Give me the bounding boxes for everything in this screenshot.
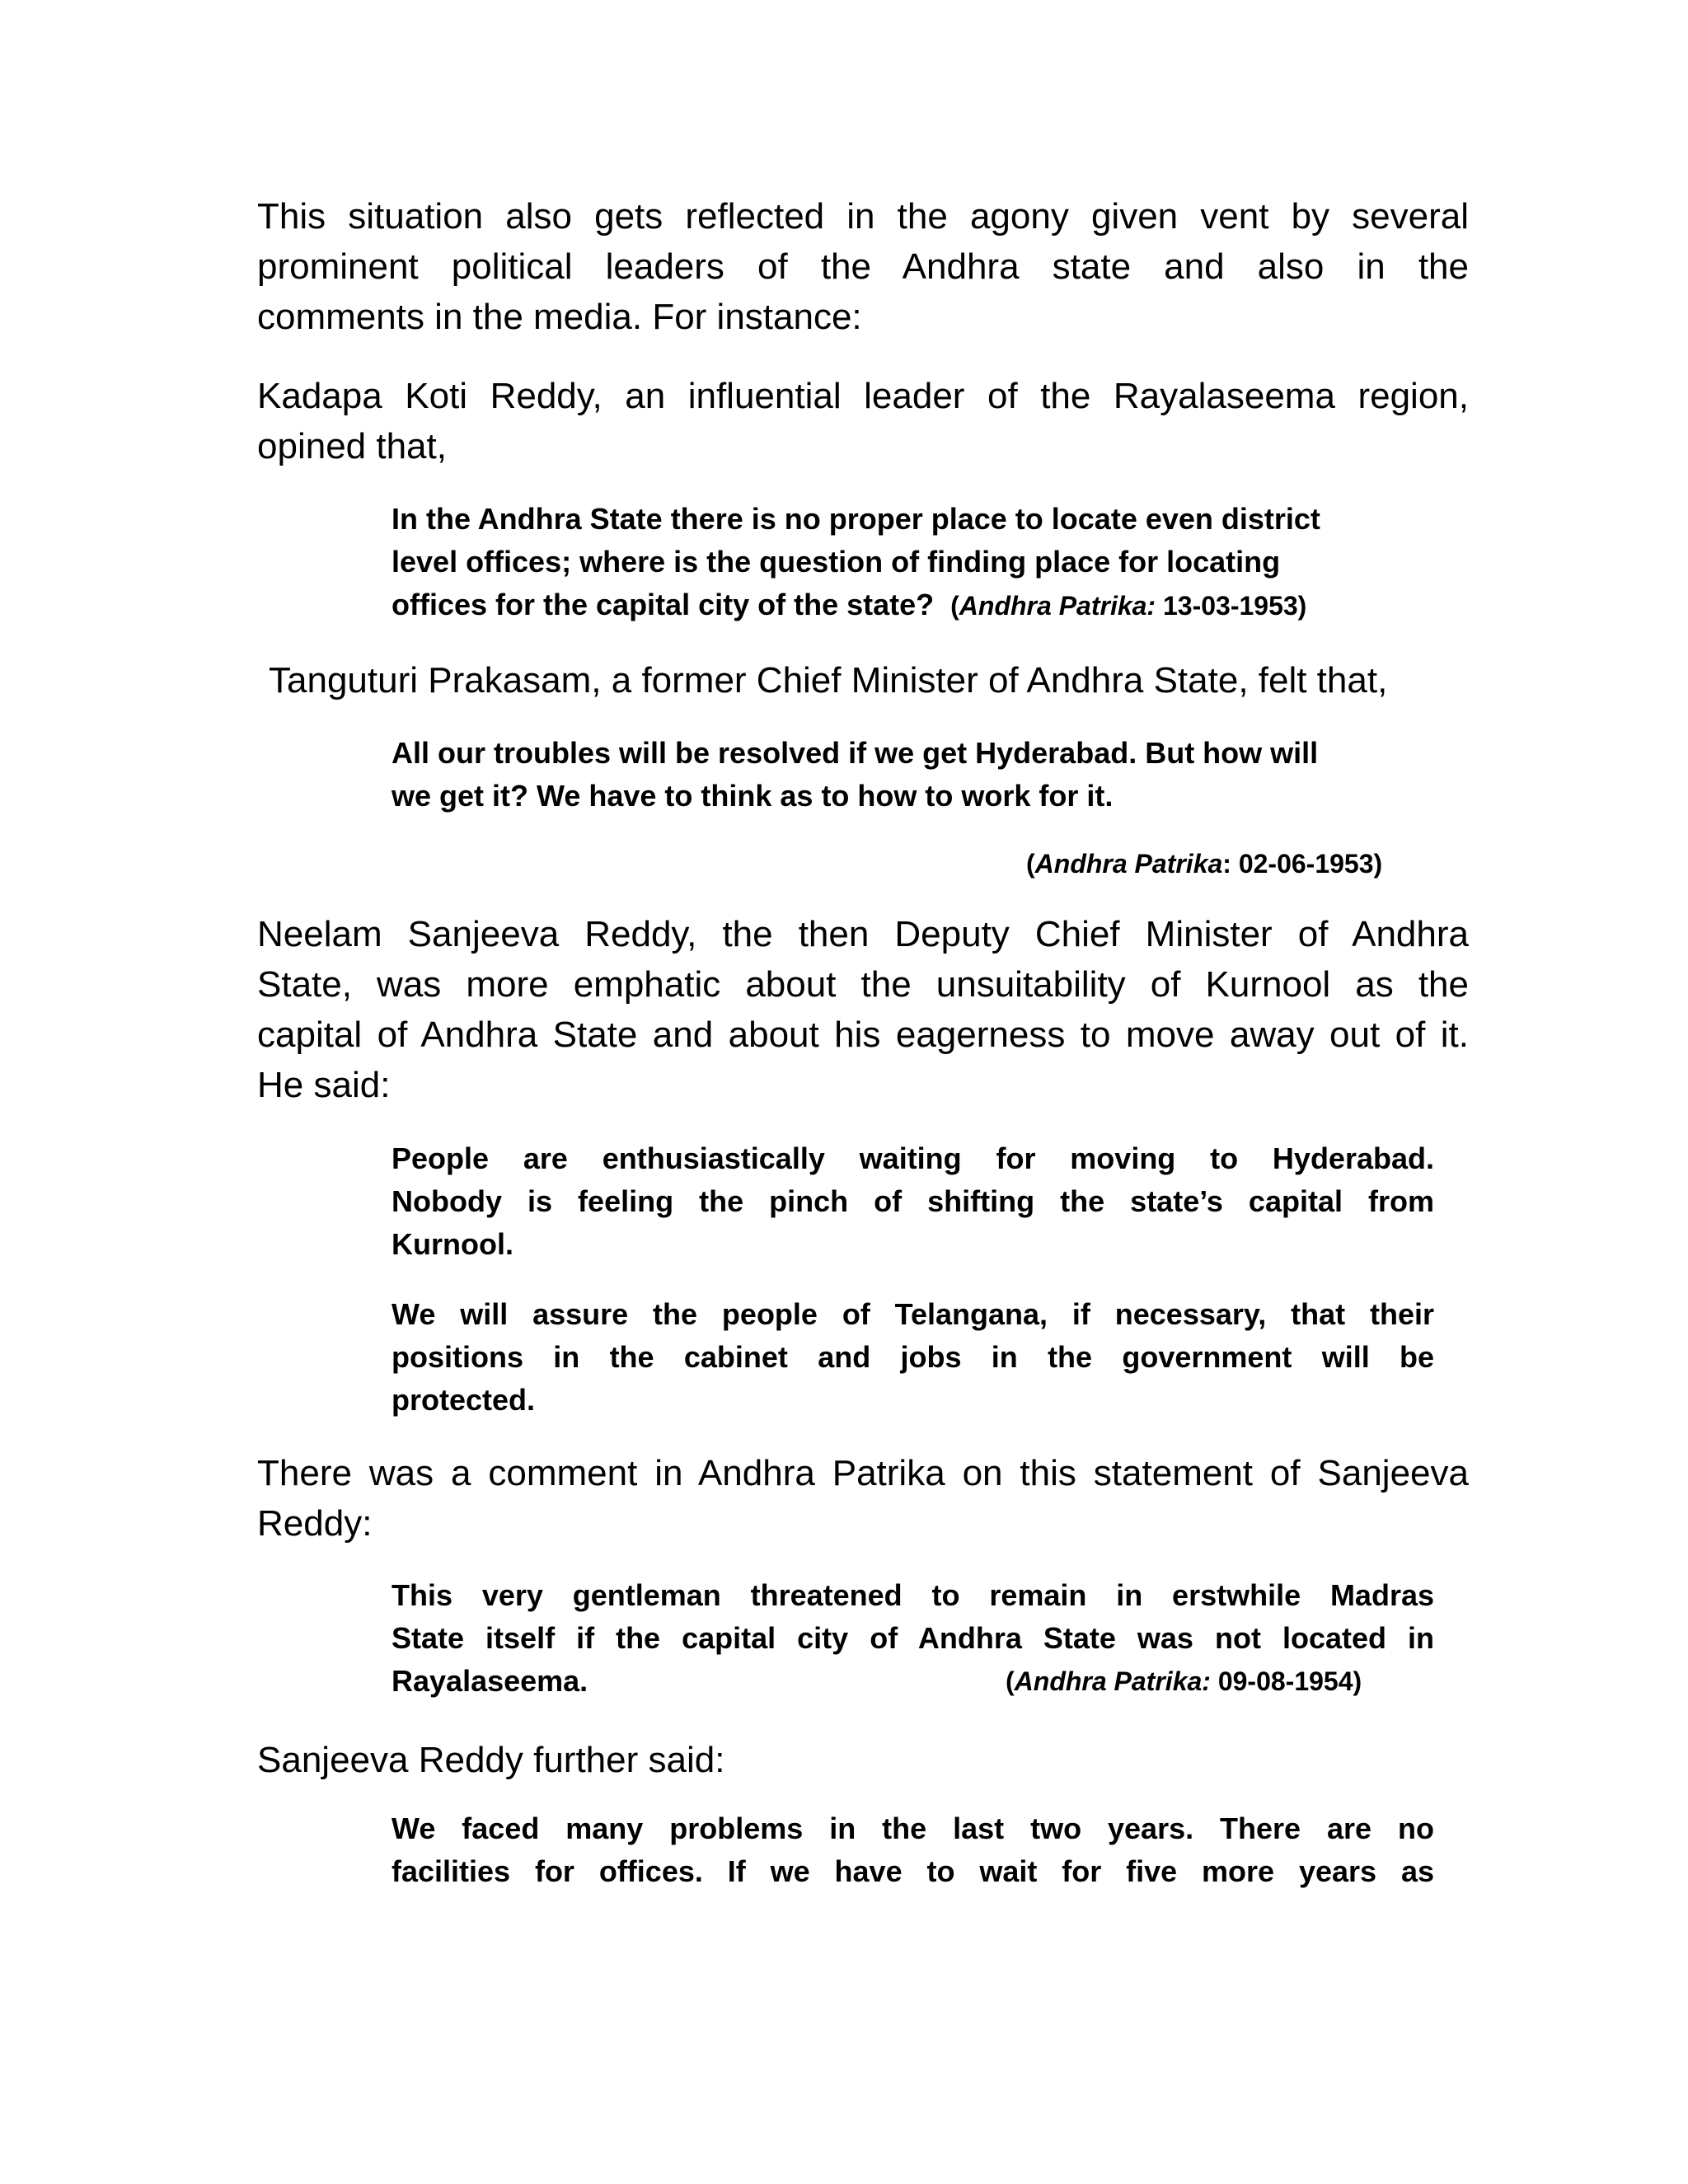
- quote-line-with-citation: [392, 1660, 1434, 1703]
- quote-line: All our troubles will be resolved if we get Hyderabad. But how will: [392, 736, 1319, 770]
- intro-paragraph: [257, 191, 1469, 342]
- intro-line: This situation also gets reflected in the agony given vent by several: [257, 196, 1469, 237]
- further-intro-paragraph: [257, 1735, 1469, 1785]
- sanjeeva-quote-1: [392, 1137, 1434, 1266]
- intro-line: comments in the media. For instance:: [257, 297, 862, 337]
- koti-reddy-quote: [392, 498, 1434, 627]
- citation-date: : 02-06-1953: [1222, 849, 1374, 879]
- comment-intro-paragraph: [257, 1448, 1469, 1549]
- sanjeeva-quote-2: [392, 1293, 1434, 1422]
- quote-line: Nobody is feeling the pinch of shifting the state’s capital from: [392, 1184, 1434, 1218]
- quote-line: In the Andhra State there is no proper place to locate even district: [392, 502, 1320, 536]
- prakasam-quote: [392, 732, 1434, 818]
- comment-intro-line: Reddy:: [257, 1503, 373, 1544]
- koti-reddy-intro-line: opined that,: [257, 426, 447, 466]
- sanjeeva-intro-paragraph: [257, 909, 1469, 1110]
- citation-date: 13-03-1953: [1162, 591, 1298, 621]
- quote-line: State itself if the capital city of Andhra State was not located in: [392, 1621, 1434, 1655]
- quote-line: positions in the cabinet and jobs in the government will be: [392, 1340, 1434, 1374]
- sanjeeva-intro-line: Neelam Sanjeeva Reddy, the then Deputy Chief Minister of Andhra: [257, 914, 1469, 954]
- prakasam-intro-paragraph: [269, 655, 1480, 705]
- sanjeeva-intro-line: He said:: [257, 1065, 391, 1105]
- citation-source: Andhra Patrika: [1034, 849, 1223, 879]
- quote-line: We faced many problems in the last two years. There are no: [392, 1811, 1434, 1845]
- quote-line: We will assure the people of Telangana, if necessary, that their: [392, 1297, 1434, 1331]
- citation: (Andhra Patrika: 13-03-1953): [950, 591, 1307, 621]
- quote-line: facilities for offices. If we have to wait for five more years as: [392, 1854, 1434, 1888]
- further-intro-line: Sanjeeva Reddy further said:: [257, 1740, 725, 1780]
- quote-line: Kurnool.: [392, 1227, 513, 1261]
- koti-reddy-intro-paragraph: [257, 371, 1469, 471]
- citation-date: 09-08-1954: [1217, 1666, 1353, 1696]
- citation-source: Andhra Patrika:: [959, 591, 1156, 621]
- quote-line: level offices; where is the question of finding place for locating: [392, 545, 1281, 579]
- quote-line: People are enthusiastically waiting for moving to Hyderabad.: [392, 1141, 1434, 1175]
- quote-line: offices for the capital city of the state?: [392, 588, 935, 621]
- quote-line: Rayalaseema.: [392, 1664, 588, 1698]
- sanjeeva-intro-line: capital of Andhra State and about his eagerness to move away out of it.: [257, 1015, 1469, 1055]
- comment-intro-line: There was a comment in Andhra Patrika on this statement of Sanjeeva: [257, 1453, 1469, 1493]
- quote-line: protected.: [392, 1383, 536, 1417]
- citation-source: Andhra Patrika:: [1014, 1666, 1211, 1696]
- citation: (Andhra Patrika: 09-08-1954): [1006, 1666, 1362, 1696]
- quote-line-with-citation: [392, 583, 1434, 627]
- intro-line: prominent political leaders of the Andhra state and also in the: [257, 246, 1469, 287]
- patrika-comment-quote: [392, 1574, 1434, 1703]
- koti-reddy-intro-line: Kadapa Koti Reddy, an influential leader of the Rayalaseema region,: [257, 376, 1469, 416]
- sanjeeva-further-quote: [392, 1807, 1434, 1893]
- sanjeeva-intro-line: State, was more emphatic about the unsuitability of Kurnool as the: [257, 964, 1469, 1005]
- prakasam-intro-line: Tanguturi Prakasam, a former Chief Minister of Andhra State, felt that,: [269, 660, 1388, 701]
- quote-line: we get it? We have to think as to how to work for it.: [392, 779, 1114, 813]
- prakasam-citation: (Andhra Patrika: 02-06-1953): [1026, 849, 1383, 879]
- quote-line: This very gentleman threatened to remain in erstwhile Madras: [392, 1578, 1434, 1612]
